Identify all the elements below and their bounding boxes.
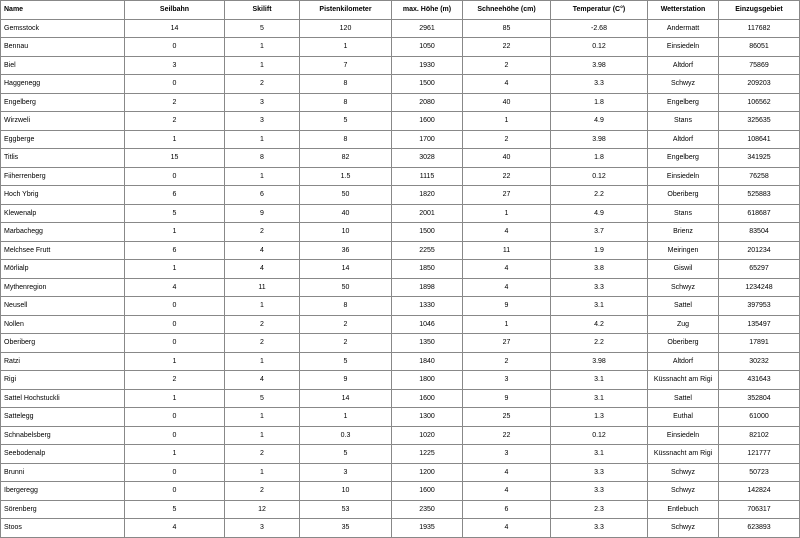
cell-wetterstation: Meiringen — [648, 241, 719, 260]
cell-max-hoehe: 2350 — [392, 500, 463, 519]
cell-pistenkilometer: 14 — [300, 260, 392, 279]
cell-name: Mythenregion — [1, 278, 125, 297]
cell-name: Nollen — [1, 315, 125, 334]
cell-temperatur: 3.1 — [551, 389, 648, 408]
cell-pistenkilometer: 2 — [300, 334, 392, 353]
table-row — [1, 389, 800, 408]
cell-schneehoehe: 22 — [463, 167, 551, 186]
cell-seilbahn: 0 — [125, 75, 225, 94]
cell-seilbahn: 15 — [125, 149, 225, 168]
cell-wetterstation: Sattel — [648, 297, 719, 316]
table-row — [1, 19, 800, 38]
cell-max-hoehe: 1300 — [392, 408, 463, 427]
table-row — [1, 38, 800, 57]
cell-einzugsgebiet: 65297 — [719, 260, 800, 279]
cell-wetterstation: Schwyz — [648, 75, 719, 94]
cell-max-hoehe: 1600 — [392, 112, 463, 131]
cell-seilbahn: 1 — [125, 260, 225, 279]
table-row — [1, 149, 800, 168]
cell-name: Bennau — [1, 38, 125, 57]
cell-name: Hoch Ybrig — [1, 186, 125, 205]
cell-temperatur: -2.68 — [551, 19, 648, 38]
cell-wetterstation: Küssnacht am Rigi — [648, 445, 719, 464]
cell-seilbahn: 0 — [125, 408, 225, 427]
cell-name: Brunni — [1, 463, 125, 482]
cell-seilbahn: 0 — [125, 426, 225, 445]
cell-skilift: 3 — [225, 519, 300, 538]
cell-seilbahn: 0 — [125, 167, 225, 186]
cell-temperatur: 3.98 — [551, 56, 648, 75]
cell-temperatur: 4.9 — [551, 204, 648, 223]
cell-schneehoehe: 2 — [463, 352, 551, 371]
cell-einzugsgebiet: 201234 — [719, 241, 800, 260]
table-row — [1, 278, 800, 297]
cell-max-hoehe: 2080 — [392, 93, 463, 112]
cell-name: Engelberg — [1, 93, 125, 112]
cell-name: Klewenalp — [1, 204, 125, 223]
cell-skilift: 4 — [225, 241, 300, 260]
cell-wetterstation: Einsiedeln — [648, 167, 719, 186]
cell-pistenkilometer: 10 — [300, 482, 392, 501]
cell-skilift: 1 — [225, 463, 300, 482]
cell-max-hoehe: 1050 — [392, 38, 463, 57]
cell-temperatur: 4.9 — [551, 112, 648, 131]
cell-max-hoehe: 1850 — [392, 260, 463, 279]
cell-name: Marbachegg — [1, 223, 125, 242]
cell-einzugsgebiet: 17891 — [719, 334, 800, 353]
cell-seilbahn: 6 — [125, 186, 225, 205]
cell-wetterstation: Zug — [648, 315, 719, 334]
cell-pistenkilometer: 7 — [300, 56, 392, 75]
cell-max-hoehe: 2961 — [392, 19, 463, 38]
cell-einzugsgebiet: 706317 — [719, 500, 800, 519]
cell-wetterstation: Schwyz — [648, 519, 719, 538]
table-row — [1, 426, 800, 445]
cell-pistenkilometer: 5 — [300, 352, 392, 371]
cell-wetterstation: Schwyz — [648, 278, 719, 297]
cell-schneehoehe: 6 — [463, 500, 551, 519]
table-row — [1, 260, 800, 279]
cell-pistenkilometer: 5 — [300, 445, 392, 464]
cell-skilift: 8 — [225, 149, 300, 168]
cell-temperatur: 3.3 — [551, 482, 648, 501]
cell-max-hoehe: 1046 — [392, 315, 463, 334]
cell-wetterstation: Andermatt — [648, 19, 719, 38]
cell-temperatur: 2.2 — [551, 334, 648, 353]
table-row — [1, 519, 800, 538]
cell-wetterstation: Einsiedeln — [648, 426, 719, 445]
cell-seilbahn: 1 — [125, 352, 225, 371]
cell-schneehoehe: 40 — [463, 93, 551, 112]
table-row — [1, 352, 800, 371]
cell-max-hoehe: 1500 — [392, 75, 463, 94]
table-row — [1, 334, 800, 353]
cell-pistenkilometer: 35 — [300, 519, 392, 538]
cell-schneehoehe: 1 — [463, 204, 551, 223]
cell-seilbahn: 2 — [125, 371, 225, 390]
cell-skilift: 3 — [225, 93, 300, 112]
cell-schneehoehe: 4 — [463, 463, 551, 482]
column-header-seilbahn: Seilbahn — [125, 1, 225, 20]
cell-temperatur: 3.3 — [551, 278, 648, 297]
cell-einzugsgebiet: 1234248 — [719, 278, 800, 297]
cell-name: Oberiberg — [1, 334, 125, 353]
cell-skilift: 1 — [225, 130, 300, 149]
cell-einzugsgebiet: 30232 — [719, 352, 800, 371]
cell-name: Sörenberg — [1, 500, 125, 519]
cell-wetterstation: Oberiberg — [648, 186, 719, 205]
cell-einzugsgebiet: 50723 — [719, 463, 800, 482]
cell-name: Gemsstock — [1, 19, 125, 38]
column-header-name: Name — [1, 1, 125, 20]
cell-schneehoehe: 3 — [463, 371, 551, 390]
cell-schneehoehe: 2 — [463, 56, 551, 75]
cell-schneehoehe: 4 — [463, 278, 551, 297]
cell-name: Stoos — [1, 519, 125, 538]
cell-einzugsgebiet: 61000 — [719, 408, 800, 427]
cell-name: Schnabelsberg — [1, 426, 125, 445]
cell-pistenkilometer: 14 — [300, 389, 392, 408]
cell-seilbahn: 6 — [125, 241, 225, 260]
cell-schneehoehe: 4 — [463, 223, 551, 242]
cell-wetterstation: Altdorf — [648, 56, 719, 75]
cell-schneehoehe: 4 — [463, 482, 551, 501]
cell-pistenkilometer: 82 — [300, 149, 392, 168]
cell-skilift: 11 — [225, 278, 300, 297]
cell-seilbahn: 1 — [125, 445, 225, 464]
cell-name: Eggberge — [1, 130, 125, 149]
cell-pistenkilometer: 10 — [300, 223, 392, 242]
cell-max-hoehe: 1200 — [392, 463, 463, 482]
column-header-temperatur: Temperatur (C°) — [551, 1, 648, 20]
cell-pistenkilometer: 120 — [300, 19, 392, 38]
table-row — [1, 56, 800, 75]
cell-schneehoehe: 1 — [463, 112, 551, 131]
cell-max-hoehe: 1115 — [392, 167, 463, 186]
cell-einzugsgebiet: 623893 — [719, 519, 800, 538]
cell-name: Melchsee Frutt — [1, 241, 125, 260]
cell-pistenkilometer: 8 — [300, 93, 392, 112]
cell-einzugsgebiet: 135497 — [719, 315, 800, 334]
cell-wetterstation: Brienz — [648, 223, 719, 242]
cell-pistenkilometer: 36 — [300, 241, 392, 260]
table-row — [1, 75, 800, 94]
cell-wetterstation: Engelberg — [648, 93, 719, 112]
cell-wetterstation: Engelberg — [648, 149, 719, 168]
cell-temperatur: 3.3 — [551, 75, 648, 94]
table-header — [1, 1, 800, 20]
cell-seilbahn: 5 — [125, 500, 225, 519]
cell-temperatur: 0.12 — [551, 426, 648, 445]
cell-skilift: 12 — [225, 500, 300, 519]
table-row — [1, 408, 800, 427]
cell-seilbahn: 2 — [125, 112, 225, 131]
cell-wetterstation: Entlebuch — [648, 500, 719, 519]
cell-max-hoehe: 1840 — [392, 352, 463, 371]
table-row — [1, 93, 800, 112]
cell-skilift: 9 — [225, 204, 300, 223]
table-row — [1, 130, 800, 149]
cell-name: Sattel Hochstuckli — [1, 389, 125, 408]
cell-name: Haggenegg — [1, 75, 125, 94]
cell-skilift: 1 — [225, 352, 300, 371]
table-row — [1, 241, 800, 260]
cell-pistenkilometer: 50 — [300, 186, 392, 205]
column-header-schneehoehe: Schneehöhe (cm) — [463, 1, 551, 20]
cell-schneehoehe: 22 — [463, 38, 551, 57]
cell-pistenkilometer: 53 — [300, 500, 392, 519]
cell-temperatur: 0.12 — [551, 167, 648, 186]
cell-skilift: 1 — [225, 408, 300, 427]
cell-name: Wirzweli — [1, 112, 125, 131]
table-row — [1, 186, 800, 205]
cell-skilift: 2 — [225, 223, 300, 242]
cell-name: Biel — [1, 56, 125, 75]
cell-max-hoehe: 1820 — [392, 186, 463, 205]
table-row — [1, 500, 800, 519]
cell-wetterstation: Giswil — [648, 260, 719, 279]
table-row — [1, 463, 800, 482]
cell-wetterstation: Einsiedeln — [648, 38, 719, 57]
table-row — [1, 315, 800, 334]
cell-name: Neusell — [1, 297, 125, 316]
cell-seilbahn: 4 — [125, 278, 225, 297]
cell-temperatur: 2.3 — [551, 500, 648, 519]
cell-schneehoehe: 11 — [463, 241, 551, 260]
cell-schneehoehe: 1 — [463, 315, 551, 334]
cell-seilbahn: 0 — [125, 38, 225, 57]
cell-temperatur: 3.8 — [551, 260, 648, 279]
table-row — [1, 445, 800, 464]
cell-wetterstation: Schwyz — [648, 482, 719, 501]
cell-pistenkilometer: 50 — [300, 278, 392, 297]
cell-skilift: 2 — [225, 482, 300, 501]
cell-einzugsgebiet: 431643 — [719, 371, 800, 390]
cell-max-hoehe: 1350 — [392, 334, 463, 353]
column-header-einzugsgebiet: Einzugsgebiet — [719, 1, 800, 20]
cell-skilift: 1 — [225, 167, 300, 186]
cell-skilift: 5 — [225, 389, 300, 408]
cell-einzugsgebiet: 341925 — [719, 149, 800, 168]
cell-name: Mörlialp — [1, 260, 125, 279]
cell-skilift: 1 — [225, 56, 300, 75]
cell-seilbahn: 0 — [125, 463, 225, 482]
table-row — [1, 167, 800, 186]
cell-skilift: 1 — [225, 38, 300, 57]
cell-skilift: 4 — [225, 371, 300, 390]
cell-schneehoehe: 4 — [463, 75, 551, 94]
cell-schneehoehe: 9 — [463, 297, 551, 316]
cell-name: Seebodenalp — [1, 445, 125, 464]
cell-max-hoehe: 1935 — [392, 519, 463, 538]
cell-einzugsgebiet: 108641 — [719, 130, 800, 149]
cell-name: Ratzi — [1, 352, 125, 371]
cell-temperatur: 2.2 — [551, 186, 648, 205]
cell-temperatur: 3.3 — [551, 463, 648, 482]
cell-schneehoehe: 25 — [463, 408, 551, 427]
cell-temperatur: 4.2 — [551, 315, 648, 334]
cell-pistenkilometer: 0.3 — [300, 426, 392, 445]
cell-schneehoehe: 4 — [463, 260, 551, 279]
cell-name: Rigi — [1, 371, 125, 390]
cell-einzugsgebiet: 397953 — [719, 297, 800, 316]
table-row — [1, 223, 800, 242]
cell-pistenkilometer: 8 — [300, 75, 392, 94]
cell-max-hoehe: 1225 — [392, 445, 463, 464]
cell-pistenkilometer: 1.5 — [300, 167, 392, 186]
cell-temperatur: 1.9 — [551, 241, 648, 260]
cell-schneehoehe: 4 — [463, 519, 551, 538]
cell-wetterstation: Altdorf — [648, 352, 719, 371]
cell-max-hoehe: 1800 — [392, 371, 463, 390]
cell-wetterstation: Stans — [648, 204, 719, 223]
cell-max-hoehe: 1500 — [392, 223, 463, 242]
column-header-wetterstation: Wetterstation — [648, 1, 719, 20]
cell-max-hoehe: 2001 — [392, 204, 463, 223]
table-row — [1, 112, 800, 131]
table-row — [1, 297, 800, 316]
cell-seilbahn: 0 — [125, 334, 225, 353]
cell-pistenkilometer: 1 — [300, 38, 392, 57]
cell-name: Sattelegg — [1, 408, 125, 427]
table-row — [1, 482, 800, 501]
cell-schneehoehe: 85 — [463, 19, 551, 38]
cell-seilbahn: 0 — [125, 315, 225, 334]
cell-einzugsgebiet: 325635 — [719, 112, 800, 131]
cell-seilbahn: 0 — [125, 482, 225, 501]
cell-max-hoehe: 1600 — [392, 389, 463, 408]
cell-temperatur: 3.98 — [551, 130, 648, 149]
cell-einzugsgebiet: 106562 — [719, 93, 800, 112]
cell-max-hoehe: 1700 — [392, 130, 463, 149]
table-body — [1, 19, 800, 537]
cell-skilift: 4 — [225, 260, 300, 279]
cell-temperatur: 3.98 — [551, 352, 648, 371]
cell-pistenkilometer: 8 — [300, 297, 392, 316]
cell-temperatur: 3.7 — [551, 223, 648, 242]
cell-max-hoehe: 1330 — [392, 297, 463, 316]
cell-einzugsgebiet: 117682 — [719, 19, 800, 38]
cell-max-hoehe: 2255 — [392, 241, 463, 260]
cell-wetterstation: Oberiberg — [648, 334, 719, 353]
cell-skilift: 5 — [225, 19, 300, 38]
cell-pistenkilometer: 5 — [300, 112, 392, 131]
cell-einzugsgebiet: 142824 — [719, 482, 800, 501]
cell-seilbahn: 1 — [125, 389, 225, 408]
cell-seilbahn: 4 — [125, 519, 225, 538]
cell-temperatur: 3.3 — [551, 519, 648, 538]
cell-pistenkilometer: 1 — [300, 408, 392, 427]
cell-temperatur: 3.1 — [551, 445, 648, 464]
cell-skilift: 1 — [225, 297, 300, 316]
cell-seilbahn: 2 — [125, 93, 225, 112]
cell-seilbahn: 0 — [125, 297, 225, 316]
cell-skilift: 2 — [225, 75, 300, 94]
cell-einzugsgebiet: 83504 — [719, 223, 800, 242]
header-row — [1, 1, 800, 20]
cell-name: Titlis — [1, 149, 125, 168]
cell-einzugsgebiet: 76258 — [719, 167, 800, 186]
cell-max-hoehe: 1600 — [392, 482, 463, 501]
cell-skilift: 2 — [225, 334, 300, 353]
cell-schneehoehe: 3 — [463, 445, 551, 464]
cell-max-hoehe: 1930 — [392, 56, 463, 75]
cell-skilift: 1 — [225, 426, 300, 445]
cell-pistenkilometer: 9 — [300, 371, 392, 390]
cell-name: Ibergeregg — [1, 482, 125, 501]
cell-seilbahn: 5 — [125, 204, 225, 223]
cell-wetterstation: Euthal — [648, 408, 719, 427]
cell-einzugsgebiet: 618687 — [719, 204, 800, 223]
cell-wetterstation: Schwyz — [648, 463, 719, 482]
cell-seilbahn: 14 — [125, 19, 225, 38]
column-header-max-hoehe: max. Höhe (m) — [392, 1, 463, 20]
cell-skilift: 2 — [225, 445, 300, 464]
cell-seilbahn: 3 — [125, 56, 225, 75]
cell-einzugsgebiet: 75869 — [719, 56, 800, 75]
cell-seilbahn: 1 — [125, 223, 225, 242]
cell-pistenkilometer: 8 — [300, 130, 392, 149]
column-header-pistenkilometer: Pistenkilometer — [300, 1, 392, 20]
cell-temperatur: 3.1 — [551, 371, 648, 390]
cell-schneehoehe: 9 — [463, 389, 551, 408]
cell-skilift: 3 — [225, 112, 300, 131]
cell-temperatur: 1.8 — [551, 93, 648, 112]
cell-max-hoehe: 3028 — [392, 149, 463, 168]
table-row — [1, 371, 800, 390]
table-row — [1, 204, 800, 223]
cell-einzugsgebiet: 121777 — [719, 445, 800, 464]
cell-pistenkilometer: 40 — [300, 204, 392, 223]
cell-einzugsgebiet: 86051 — [719, 38, 800, 57]
cell-wetterstation: Altdorf — [648, 130, 719, 149]
cell-temperatur: 3.1 — [551, 297, 648, 316]
cell-einzugsgebiet: 352804 — [719, 389, 800, 408]
cell-pistenkilometer: 2 — [300, 315, 392, 334]
cell-schneehoehe: 27 — [463, 186, 551, 205]
cell-wetterstation: Küssnacht am Rigi — [648, 371, 719, 390]
cell-name: Fiiherrenberg — [1, 167, 125, 186]
cell-wetterstation: Sattel — [648, 389, 719, 408]
cell-temperatur: 1.8 — [551, 149, 648, 168]
cell-einzugsgebiet: 82102 — [719, 426, 800, 445]
cell-schneehoehe: 22 — [463, 426, 551, 445]
cell-skilift: 6 — [225, 186, 300, 205]
cell-wetterstation: Stans — [648, 112, 719, 131]
cell-pistenkilometer: 3 — [300, 463, 392, 482]
cell-einzugsgebiet: 209203 — [719, 75, 800, 94]
cell-schneehoehe: 27 — [463, 334, 551, 353]
cell-einzugsgebiet: 525883 — [719, 186, 800, 205]
cell-schneehoehe: 40 — [463, 149, 551, 168]
cell-schneehoehe: 2 — [463, 130, 551, 149]
column-header-skilift: Skilift — [225, 1, 300, 20]
cell-max-hoehe: 1020 — [392, 426, 463, 445]
cell-temperatur: 1.3 — [551, 408, 648, 427]
cell-seilbahn: 1 — [125, 130, 225, 149]
cell-temperatur: 0.12 — [551, 38, 648, 57]
cell-max-hoehe: 1898 — [392, 278, 463, 297]
cell-skilift: 2 — [225, 315, 300, 334]
